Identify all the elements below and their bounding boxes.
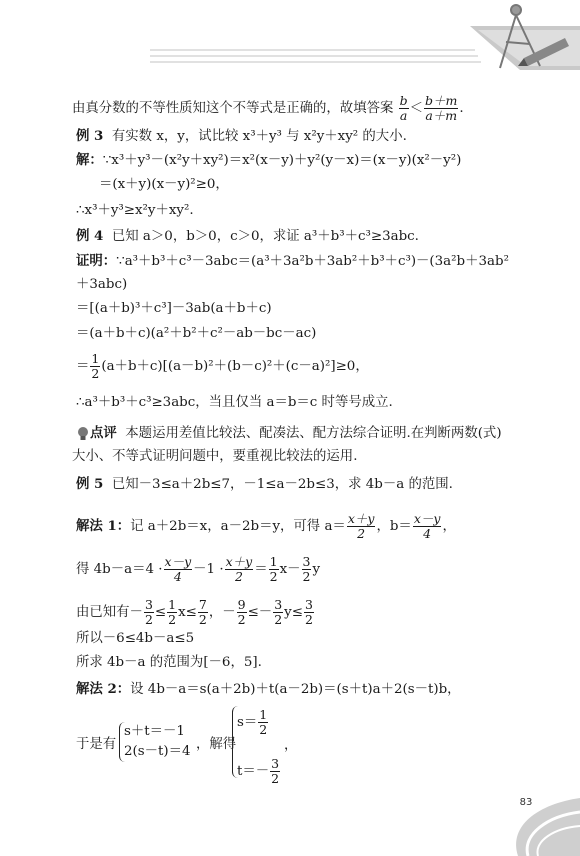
example-5: 例 5 已知－3≤a＋2b≤7，－1≤a－2b≤3，求 4b－a 的范围.: [76, 476, 453, 492]
fraction-three-half: $\frac{3}{2}$: [144, 597, 153, 627]
fraction-nine-half: $\frac{9}{2}$: [237, 597, 246, 627]
header-decoration: [0, 0, 580, 78]
fraction-one-half: $\frac{1}{2}$: [259, 707, 268, 737]
proof-line-3: ＝[(a＋b)³＋c³]－3ab(a＋b＋c): [76, 301, 272, 316]
solution-s: s＝ $\frac{1}{2}$: [237, 707, 268, 737]
fraction-one-half: $\frac{1}{2}$: [91, 351, 100, 381]
method-2-comma: ，: [284, 738, 298, 753]
fraction-one-half: $\frac{1}{2}$: [168, 597, 177, 627]
fraction-one-half: $\frac{1}{2}$: [269, 554, 278, 584]
fraction-seven-half: $\frac{7}{2}$: [198, 597, 207, 627]
fraction-x-plus-y-over-2: $\frac{x+y}{2}$: [225, 554, 253, 584]
proof-line-1: 证明：∵a³＋b³＋c³－3abc＝(a³＋3a²b＋3ab²＋b³＋c³)－(3a²b＋3ab²: [76, 253, 509, 269]
method-1-answer: 所求 4b－a 的范围为[－6，5].: [76, 655, 262, 670]
example-4: 例 4 已知 a＞0，b＞0，c＞0，求证 a³＋b³＋c³≥3abc.: [76, 228, 419, 244]
method-2-solve-word: ，解得: [196, 737, 237, 752]
method-1-result: 所以－6≤4b－a≤5: [76, 631, 195, 646]
answer-line: 由真分数的不等性质知这个不等式是正确的，故填答案 $\frac{b}{a}$ ＜ $\frac{b+m}{a+m}$ .: [72, 93, 464, 123]
equation-system: s＋t＝－1 2(s－t)＝4: [124, 724, 191, 759]
fraction-three-half: $\frac{3}{2}$: [304, 597, 313, 627]
fraction-three-half: $\frac{3}{2}$: [274, 597, 283, 627]
fraction-x-minus-y-over-4: $\frac{x-y}{4}$: [164, 554, 192, 584]
proof-line-2: ＋3abc): [76, 277, 128, 292]
method-1-line-1: 解法 1：记 a＋2b＝x，a－2b＝y，可得 a＝ $\frac{x+y}{2}$ ，b＝ $\frac{x-y}{4}$ ，: [76, 511, 456, 541]
solution-conclusion: ∴x³＋y³≥x²y＋xy².: [76, 203, 194, 218]
example-3: 例 3 有实数 x，y，试比较 x³＋y³ 与 x²y＋xy² 的大小.: [76, 128, 407, 144]
proof-line-4: ＝(a＋b＋c)(a²＋b²＋c²－ab－bc－ac): [76, 326, 317, 341]
solution-line-1: 解：∵x³＋y³－(x²y＋xy²)＝x²(x－y)＋y²(y－x)＝(x－y)(x²－y²): [76, 152, 462, 168]
fraction-x-minus-y-over-4: $\frac{x-y}{4}$: [413, 511, 441, 541]
fraction-bm-over-am: $\frac{b+m}{a+m}$: [425, 93, 458, 123]
fraction-x-plus-y-over-2: $\frac{x+y}{2}$: [347, 511, 375, 541]
method-1-line-2: 得 4b－a＝4 · $\frac{x-y}{4}$ －1 · $\frac{x+y}{2}$ ＝ $\frac{1}{2}$ x－ $\frac{3}{2}$ y: [76, 554, 321, 584]
fraction-three-half: $\frac{3}{2}$: [302, 554, 311, 584]
method-2-line-1: 解法 2：设 4b－a＝s(a＋2b)＋t(a－2b)＝(s＋t)a＋2(s－t)b，: [76, 681, 461, 697]
comment-line-2: 大小、不等式证明问题中，要重视比较法的运用.: [72, 449, 358, 464]
proof-line-5: ＝ $\frac{1}{2}$ (a＋b＋c)[(a－b)²＋(b－c)²＋(c－a)²]≥0，: [76, 351, 369, 381]
proof-conclusion: ∴a³＋b³＋c³≥3abc，当且仅当 a＝b＝c 时等号成立.: [76, 395, 393, 410]
method-1-line-3: 由已知有－ $\frac{3}{2}$ ≤ $\frac{1}{2}$ x≤ $\frac{7}{2}$ ，－ $\frac{9}{2}$ ≤－ $\frac{3}{2}$ y≤ $\frac{3}{2}$: [76, 597, 313, 627]
solution-line-2: ＝(x＋y)(x－y)²≥0，: [99, 177, 229, 192]
page-number: 83: [519, 797, 533, 808]
comment-line-1: 点评 本题运用差值比较法、配凑法、配方法综合证明.在判断两数(式): [76, 425, 502, 442]
fraction-b-over-a: $\frac{b}{a}$: [399, 93, 408, 123]
lightbulb-icon: [76, 426, 90, 442]
method-2-prefix: 于是有: [76, 737, 117, 752]
solution-t: t＝－ $\frac{3}{2}$: [237, 756, 280, 786]
fraction-three-half: $\frac{3}{2}$: [271, 756, 280, 786]
